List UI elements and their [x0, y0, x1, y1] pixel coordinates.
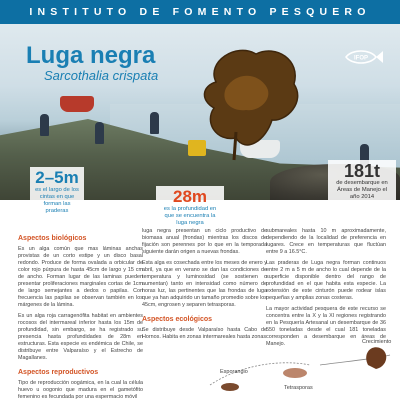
- worker-figure: [40, 114, 49, 136]
- heading-reproductive: Aspectos reproductivos: [18, 369, 99, 376]
- tetraspore-icon: [283, 368, 307, 378]
- paragraph: Esta alga es cosechada entre los meses de enero y abril, ya que en verano se dan las condiciones de temperatura y luminosidad (se sostienen o aumentan) tanto en intensidad como número de horas luz, las pertinentes que las frondas de luga que ya han adquirido un tamaño promedio sobre los 45cm, engrosen y separen tetrasporas.: [142, 260, 267, 308]
- heading-biological: Aspectos biológicos: [18, 235, 87, 242]
- stat-depth-text: es la profundidad en que se encuentra la luga negra: [163, 206, 217, 226]
- column-3: [266, 228, 386, 352]
- label-tetraspores: Tetrasporas: [284, 385, 313, 391]
- label-sporangium: Esporangio: [220, 369, 248, 375]
- stat-landings-value: 181t: [343, 161, 381, 181]
- stat-depth: [156, 186, 224, 232]
- worker-figure: [150, 112, 159, 134]
- seaweed-illustration: [196, 42, 306, 162]
- stat-depth-value: 28m: [172, 187, 208, 206]
- frond-icon: [366, 347, 386, 369]
- stat-length-text: es el largo de los cintas en que forman las praderas: [35, 187, 79, 214]
- logo-text: IFOP: [353, 55, 369, 62]
- heading-ecological: Aspectos ecológicos: [142, 316, 213, 323]
- red-boat: [60, 96, 94, 112]
- paragraph: submareales hasta 10 m aproximadamente, dependiendo de la localidad de preferencia en lugares. Crece en temperaturas que fluctúan entre 9 a 16.5°C.: [266, 228, 386, 255]
- paragraph: Se distribuye desde Valparaíso hasta Cabo de Hornos. Habita en zonas intermareales hasta zonas: [142, 327, 267, 340]
- stat-landings-text: de desembarque en Áreas de Manejo el año 2014: [336, 180, 388, 200]
- stat-landings: [328, 160, 396, 214]
- column-2: [142, 228, 267, 345]
- paragraph: Tipo de reproducción oogámica, en la cual la célula huevo u oogonio que madura en el gametófito femenino es fecundada por una espermacio móvil: [18, 380, 143, 400]
- institution-name: INSTITUTO DE FOMENTO PESQUERO: [29, 6, 371, 18]
- sporangium-icon: [221, 383, 239, 391]
- worker-figure: [95, 122, 104, 144]
- stat-length: [30, 167, 84, 219]
- paragraph: Es un alga común que mas láminas anchas provistas de un corto estipe y un disco basal redondo. Produce de forma ovalada a orbicular de color rojo púrpura de hasta 45cm de largo y 15 cm de ancho. Forman lugar de las laminas pueden presentar proliferaciones marginales cortas de 1cm de largo semejantes a dedos o papilas. Con frecuencia las papilas se observan también en los márgenes de la lámina.: [18, 246, 143, 308]
- page-title: Luga negra: [26, 42, 156, 69]
- paragraph: luga negra presentan un ciclo productivo de biomasa anual (frondas) mientras los discos de fijación son perennes por lo que en la temporada siguiente darán origen a nuevas frondas.: [142, 228, 267, 255]
- label-growth: Crecimiento: [362, 339, 392, 345]
- column-1: [18, 228, 143, 400]
- stat-length-value: 2–5m: [35, 168, 79, 187]
- scientific-name: Sarcothalia crispata: [44, 68, 159, 83]
- header-band: [0, 0, 400, 24]
- paragraph: Es un alga roja carragenófita habitat en ambientes rocosos del intermareal inferior hasta los 15m de profundidad, sin embargo, se ha registrado su presencia hasta profundidades de 28m en estructuras. Esta especie es endémica de Chile, se distribuye entre Valparaíso y el Estrecho de Magallanes.: [18, 313, 143, 361]
- life-cycle-diagram: [200, 335, 400, 400]
- ifop-logo: [344, 47, 384, 67]
- paragraph: La mayor actividad pesquera de este recurso se concentra entre la X y la XI regiones registrando en la Pesquería Artesanal un desembarque de 36 550 toneladas desde el cual 181 toneladas corresponden a desembarque en áreas de Manejo.: [266, 306, 386, 347]
- paragraph: Las praderas de Luga negra forman continuos entre 2 m a 5 m de ancho lo cual depende de la superficie disponible dentro del rango de profundidad en el que habita esta especie. La extensión de este cinturón puede rodear islas pequeñas y amplias zonas costeras.: [266, 260, 386, 301]
